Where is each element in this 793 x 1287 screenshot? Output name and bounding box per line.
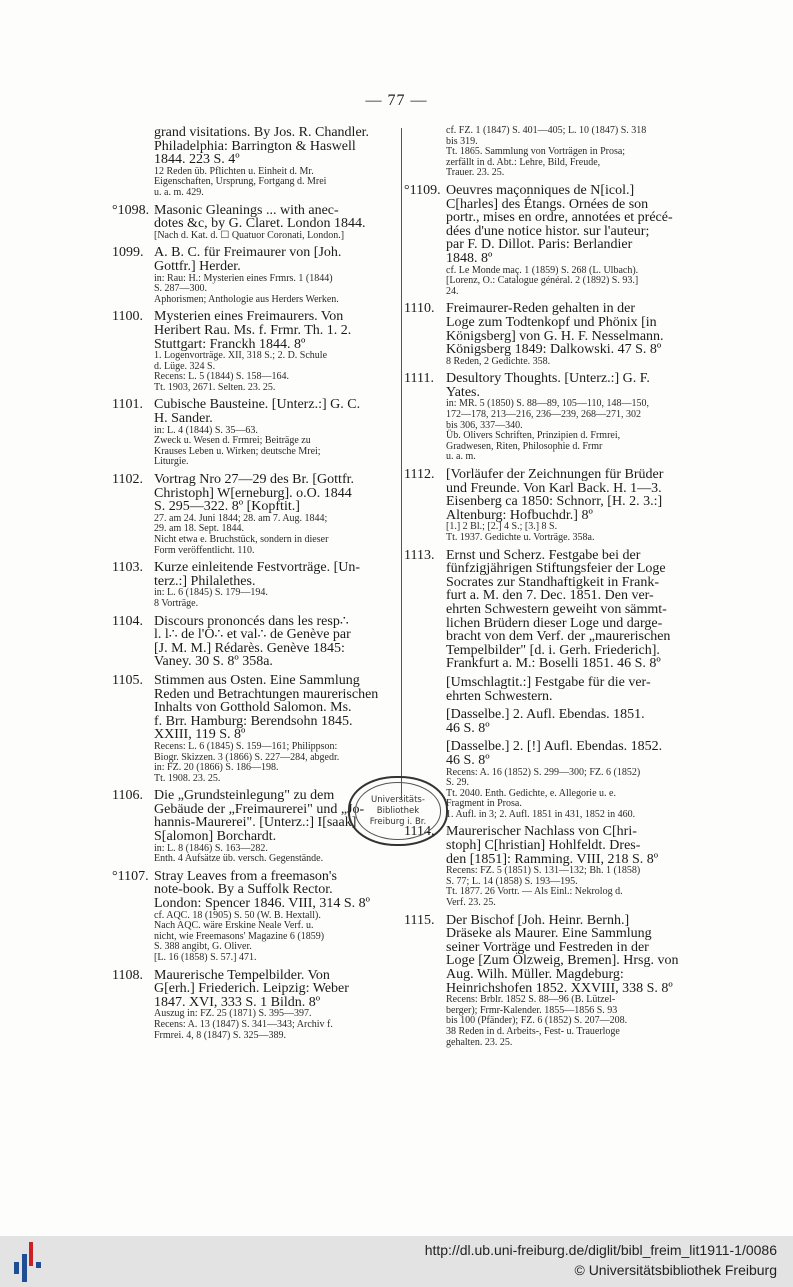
entry-note: Recens: FZ. 5 (1851) S. 131—132; Bh. 1 (1858) S. 77; L. 14 (1858) S. 193—195.: [446, 865, 641, 887]
entry-title: Masonic Gleanings ... with anec- dotes &c, by G. Claret. London 1844.: [154, 202, 366, 232]
catalog-entry: [112, 310, 400, 393]
catalog-entry: [404, 549, 684, 671]
entry-note: Tt. 1877. 26 Vortr. — Als Einl.: Nekrolog d. Verf. 23. 25.: [446, 886, 623, 909]
entry-note: Tt. 1903, 2671. Selten. 23. 25.: [154, 381, 276, 393]
entry-note: 8 Vorträge.: [154, 597, 199, 609]
entry-note: 38 Reden in d. Arbeits-, Fest- u. Trauerloge gehalten. 23. 25.: [446, 1025, 620, 1048]
entry-title: Discours prononcés dans les resp∴ l. l∴ de l'O∴ et val∴ de Genève par [J. M. M.] Rédarès. Genève 1845: Vaney. 30 S. 8º 358a.: [154, 613, 351, 670]
entry-note: cf. FZ. 1 (1847) S. 401—405; L. 10 (1847) S. 318 bis 319.: [446, 125, 647, 147]
entry-number: °1107.: [112, 868, 149, 884]
catalog-entry: [404, 708, 684, 735]
entry-note: Recens: L. 5 (1844) S. 158—164.: [154, 371, 289, 383]
entry-number: 1113.: [404, 547, 435, 563]
entry-title: [Dasselbe.] 2. Aufl. Ebendas. 1851. 46 S. 8º: [446, 707, 645, 736]
catalog-entry: [112, 246, 400, 305]
entry-title: Mysterien eines Freimaurers. Von Heribert Rau. Ms. f. Frmr. Th. 1. 2. Stuttgart: Franckh 1844. 8º: [154, 309, 352, 352]
entry-title: Die „Grundsteinlegung" zu dem Gebäude der „Freimaurerei" und „Jo- hannis-Maurerei". [Unterz.:] I[saak] S[alomon] Borchardt.: [154, 788, 365, 845]
left-column: [112, 126, 400, 1046]
entry-number: 1105.: [112, 672, 143, 688]
entry-note: Tt. 1865. Sammlung von Vorträgen in Prosa; zerfällt in d. Abt.: Lehre, Bild, Freude, Trauer. 23. 25.: [446, 146, 626, 179]
entry-title: Stray Leaves from a freemason's note-book. By a Suffolk Rector. London: Spencer 1846. VIII, 314 S. 8º: [154, 868, 371, 912]
entry-note: [Nach d. Kat. d. ☐ Quatuor Coronati, London.]: [154, 229, 345, 241]
entry-title: Ernst und Scherz. Festgabe bei der fünfzigjährigen Stiftungsfeier der Loge Socrates zur Standhaftigkeit in Frank- furt a. M. den 7. Dec. 1851. Den ver- ehrten Schwestern geweiht von sämmt- lichen Brüdern dieser Loge und darge- bracht von dem Verf. der „maurerischen Tempelbilder" [d. i. Gerh. Friederich]. Frankfurt a. M.: Boselli 1851. 46 S. 8º: [446, 547, 671, 672]
entry-note: in: L. 8 (1846) S. 163—282.: [154, 842, 268, 854]
copyright-text: © Universitätsbibliothek Freiburg: [574, 1262, 777, 1278]
catalog-entry: [112, 398, 400, 468]
catalog-entry: [404, 676, 684, 703]
entry-title: A. B. C. für Freimaurer von [Joh. Gottfr.] Herder.: [154, 245, 342, 274]
catalog-entry: [112, 204, 400, 242]
catalog-entry: [404, 372, 684, 463]
entry-title: Maurerischer Nachlass von C[hri- stoph] C[hristian] Hohlfeldt. Dres- den [1851]: Ramming. VIII, 218 S. 8º: [446, 824, 659, 867]
entry-number: °1109.: [404, 182, 441, 198]
entry-title: [Umschlagtit.:] Festgabe für die ver- ehrten Schwestern.: [446, 674, 651, 704]
stamp-line: Bibliothek: [376, 805, 420, 816]
catalog-entry: [404, 825, 684, 908]
catalog-entry: [404, 914, 684, 1049]
entry-note: Auszug in: FZ. 25 (1871) S. 395—397.: [154, 1008, 312, 1020]
entry-note: Tt. 2040. Enth. Gedichte, e. Allegorie u. e. Fragment in Prosa.: [446, 787, 616, 810]
entry-note: Enth. 4 Aufsätze üb. versch. Gegenstände.: [154, 853, 324, 865]
entry-note: 1. Aufl. in 3; 2. Aufl. 1851 in 431, 1852 in 460.: [446, 808, 636, 820]
catalog-entry: [404, 468, 684, 544]
catalog-entry: [404, 184, 684, 297]
stamp-line: Freiburg i. Br.: [369, 816, 427, 827]
entry-title: Kurze einleitende Festvorträge. [Un- terz.:] Philalethes.: [154, 560, 361, 589]
entry-title: Freimaurer-Reden gehalten in der Loge zum Todtenkopf und Phönix [in Königsberg] von G. H. F. Nesselmann. Königsberg 1849: Dalkowski. 47 S. 8º: [446, 301, 664, 358]
entry-title: Cubische Bausteine. [Unterz.:] G. C. H. Sander.: [154, 397, 361, 427]
column-divider: [401, 128, 402, 800]
entry-title: Oeuvres maçonniques de N[icol.] C[harles] des Étangs. Ornées de son portr., mises en ordre, annotées et précé- dées d'une notice histor. sur l'auteur; par F. D. Dillot. Paris: Berlandier 1848. 8º: [446, 182, 673, 266]
entry-note: Aphorismen; Anthologie aus Herders Werken.: [154, 293, 339, 305]
entry-note: Zweck u. Wesen d. Frmrei; Beiträge zu Krauses Leben u. Wirken; deutsche Mrei; Liturgie.: [154, 435, 321, 468]
catalog-entry: [112, 969, 400, 1042]
entry-note: Nicht etwa e. Bruchstück, sondern in dieser Form veröffentlicht. 110.: [154, 534, 329, 556]
entry-note: [Lorenz, O.: Catalogue général. 2 (1892) S. 93.] 24.: [446, 275, 639, 297]
entry-title: [Dasselbe.] 2. [!] Aufl. Ebendas. 1852. 46 S. 8º: [446, 739, 663, 768]
entry-number: 1102.: [112, 472, 143, 488]
entry-note: 1. Logenvorträge. XII, 318 S.; 2. D. Schule d. Lüge. 324 S.: [154, 350, 328, 372]
source-url-link[interactable]: http://dl.ub.uni-freiburg.de/diglit/bibl_freim_lit1911-1/0086: [424, 1242, 777, 1258]
entry-number: 1112.: [404, 467, 435, 483]
ub-freiburg-logo-icon: [14, 1240, 42, 1284]
right-column: [404, 126, 684, 1053]
entry-note: cf. AQC. 18 (1905) S. 50 (W. B. Hextall).: [154, 909, 321, 921]
entry-note: 27. am 24. Juni 1844; 28. am 7. Aug. 1844; 29. am 18. Sept. 1844.: [154, 512, 328, 535]
entry-title: Stimmen aus Osten. Eine Sammlung Reden und Betrachtungen maurerischen Inhalts von Gotthold Salomon. Ms. f. Brr. Hamburg: Berendsohn 1845. XXIII, 119 S. 8º: [154, 672, 379, 743]
entry-note: Recens: Brblr. 1852 S. 88—96 (B. Lützel- berger); Frmr-Kalender. 1855—1856 S. 93 bis 100 (Pfänder); FZ. 6 (1852) S. 207—208.: [446, 994, 628, 1027]
footer-bar: [0, 1236, 793, 1287]
library-stamp: [348, 776, 448, 846]
entry-number: 1104.: [112, 613, 143, 629]
entry-number: 1115.: [404, 912, 435, 928]
catalog-entry: [112, 473, 400, 556]
entry-note: in: L. 4 (1844) S. 35—63.: [154, 424, 258, 436]
entry-note: Nach AQC. wäre Erskine Neale Verf. u. nicht, wie Freemasons' Magazine 6 (1859) S. 388 angibt, G. Oliver.: [154, 920, 325, 953]
stamp-line: Universitäts-: [371, 794, 425, 805]
entry-note: [L. 16 (1858) S. 57.] 471.: [154, 952, 257, 963]
entry-note: 12 Reden üb. Pflichten u. Einheit d. Mr. Eigenschaften, Ursprung, Fortgang d. Mrei u. a. m. 429.: [154, 165, 327, 198]
entry-number: 1103.: [112, 560, 143, 576]
entry-number: 1114.: [404, 824, 435, 840]
catalog-entry: [112, 674, 400, 784]
entry-number: 1110.: [404, 301, 435, 317]
catalog-entry: [112, 561, 400, 609]
entry-number: 1099.: [112, 245, 144, 261]
entry-title: Maurerische Tempelbilder. Von G[erh.] Friederich. Leipzig: Weber 1847. XVI, 333 S. 1 Bildn. 8º: [154, 967, 349, 1010]
entry-note: in: L. 6 (1845) S. 179—194.: [154, 587, 268, 599]
entry-number: 1106.: [112, 788, 143, 804]
entry-note: cf. Le Monde maç. 1 (1859) S. 268 (L. Ulbach).: [446, 264, 639, 276]
catalog-entry: [404, 126, 684, 179]
entry-note: Recens: L. 6 (1845) S. 159—161; Philippson: Biogr. Skizzen. 3 (1866) S. 227—284, abgedr. in: FZ. 20 (1866) S. 186—198.: [154, 740, 340, 774]
entry-title: [Vorläufer der Zeichnungen für Brüder und Freunde. Von Karl Back. H. 1—3. Eisenberg ca 1850: Schnorr, [H. 2. 3.:] Altenburg: Hofbuchdr.] 8º: [446, 467, 664, 523]
entry-title: Vortrag Nro 27—29 des Br. [Gottfr. Christoph] W[erneburg]. o.O. 1844 S. 295—322. 8º [Kopftit.]: [154, 472, 354, 515]
entry-title: Desultory Thoughts. [Unterz.:] G. F. Yates.: [446, 371, 650, 400]
entry-note: in: Rau: H.: Mysterien eines Frmrs. 1 (1844) S. 287—300.: [154, 272, 333, 295]
entry-number: °1098.: [112, 202, 150, 218]
entry-number: 1100.: [112, 309, 143, 325]
entry-note: Tt. 1937. Gedichte u. Vorträge. 358a.: [446, 532, 595, 543]
entry-number: 1111.: [404, 371, 434, 387]
entry-note: Recens: A. 16 (1852) S. 299—300; FZ. 6 (1852) S. 29.: [446, 766, 641, 789]
entry-note: in: MR. 5 (1850) S. 88—89, 105—110, 148—150, 172—178, 213—216, 236—239, 268—271, 302 bis 306, 337—340.: [446, 398, 649, 431]
entry-note: Üb. Olivers Schriften, Prinzipien d. Frmrei, Gradwesen, Riten, Philosophie d. Frmr u. a. m.: [446, 430, 621, 463]
catalog-entry: [112, 126, 400, 199]
entry-note: Tt. 1908. 23. 25.: [154, 772, 221, 784]
entry-number: 1101.: [112, 397, 143, 413]
entry-note: 8 Reden, 2 Gedichte. 358.: [446, 355, 551, 367]
page-number: — 77 —: [365, 92, 428, 109]
catalog-entry: [112, 870, 400, 964]
entry-note: Recens: A. 13 (1847) S. 341—343; Archiv f. Frmrei. 4, 8 (1847) S. 325—389.: [154, 1018, 333, 1041]
catalog-entry: [404, 302, 684, 367]
entry-note: [1.] 2 Bl.; [2.] 4 S.; [3.] 8 S.: [446, 521, 558, 533]
catalog-entry: [112, 615, 400, 669]
entry-title: Der Bischof [Joh. Heinr. Bernh.] Dräseke als Maurer. Eine Sammlung seiner Vorträge und Festreden in der Loge [Zum Ölzweig, Bremen]. Hrsg. von Aug. Wilh. Müller. Magdeburg: Heinrichshofen 1852. XXVIII, 338 S. 8º: [446, 912, 679, 996]
entry-number: 1108.: [112, 967, 143, 983]
entry-title: grand visitations. By Jos. R. Chandler. Philadelphia: Barrington & Haswell 1844. 223 S. 4º: [154, 125, 370, 168]
